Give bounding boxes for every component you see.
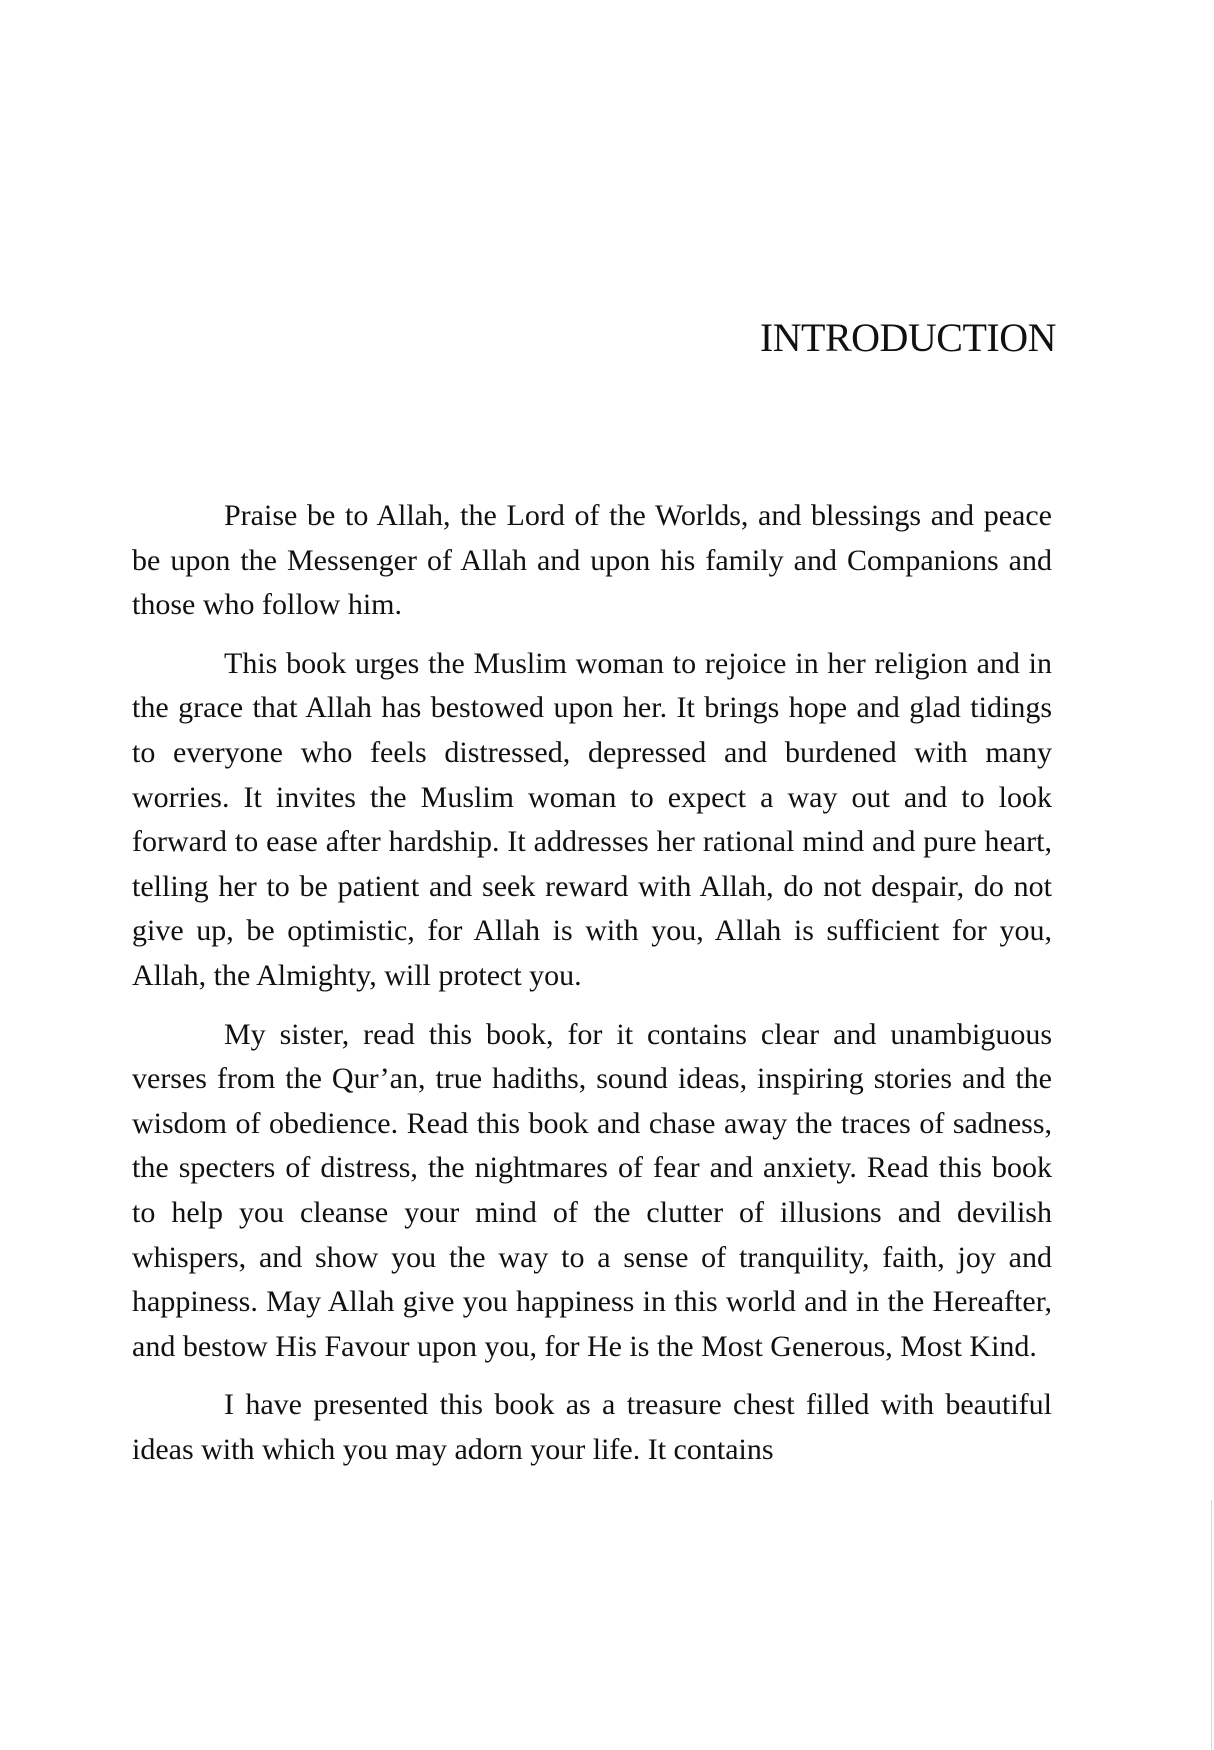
paragraph-praise: Praise be to Allah, the Lord of the Worlds, and blessings and peace be upon the Messenger of Allah and upon his family and Companions and those who follow him. bbox=[132, 499, 1052, 622]
chapter-heading: INTRODUCTION bbox=[759, 315, 1056, 360]
body-text bbox=[132, 494, 1052, 1486]
paragraph-book-purpose: This book urges the Muslim woman to rejoice in her religion and in the grace that Allah has bestowed upon her. It brings hope and glad tidings to everyone who feels distressed, depressed and burdened with many worries. It invites the Muslim woman to expect a way out and to look forward to ease after hardship. It addresses her rational mind and pure heart, telling her to be patient and seek reward with Allah, do not despair, do not give up, be optimistic, for Allah is with you, Allah is sufficient for you, Allah, the Almighty, will protect you. bbox=[132, 646, 1052, 992]
paragraph-my-sister: My sister, read this book, for it contains clear and unambiguous verses from the Qur’an, true hadiths, sound ideas, inspiring stories and the wisdom of obedience. Read this book and chase away the traces of sadness, the specters of distress, the nightmares of fear and anxiety. Read this book to help you cleanse your mind of the clutter of illusions and devilish whispers, and show you the way to a sense of tranquility, faith, joy and happiness. May Allah give you happiness in this world and in the Hereafter, and bestow His Favour upon you, for He is the Most Generous, Most Kind. bbox=[132, 1017, 1052, 1363]
paragraph-treasure-chest: I have presented this book as a treasure chest filled with beautiful ideas with which you may adorn your life. It contains bbox=[132, 1388, 1052, 1466]
page-edge-shadow bbox=[1211, 1500, 1212, 1750]
